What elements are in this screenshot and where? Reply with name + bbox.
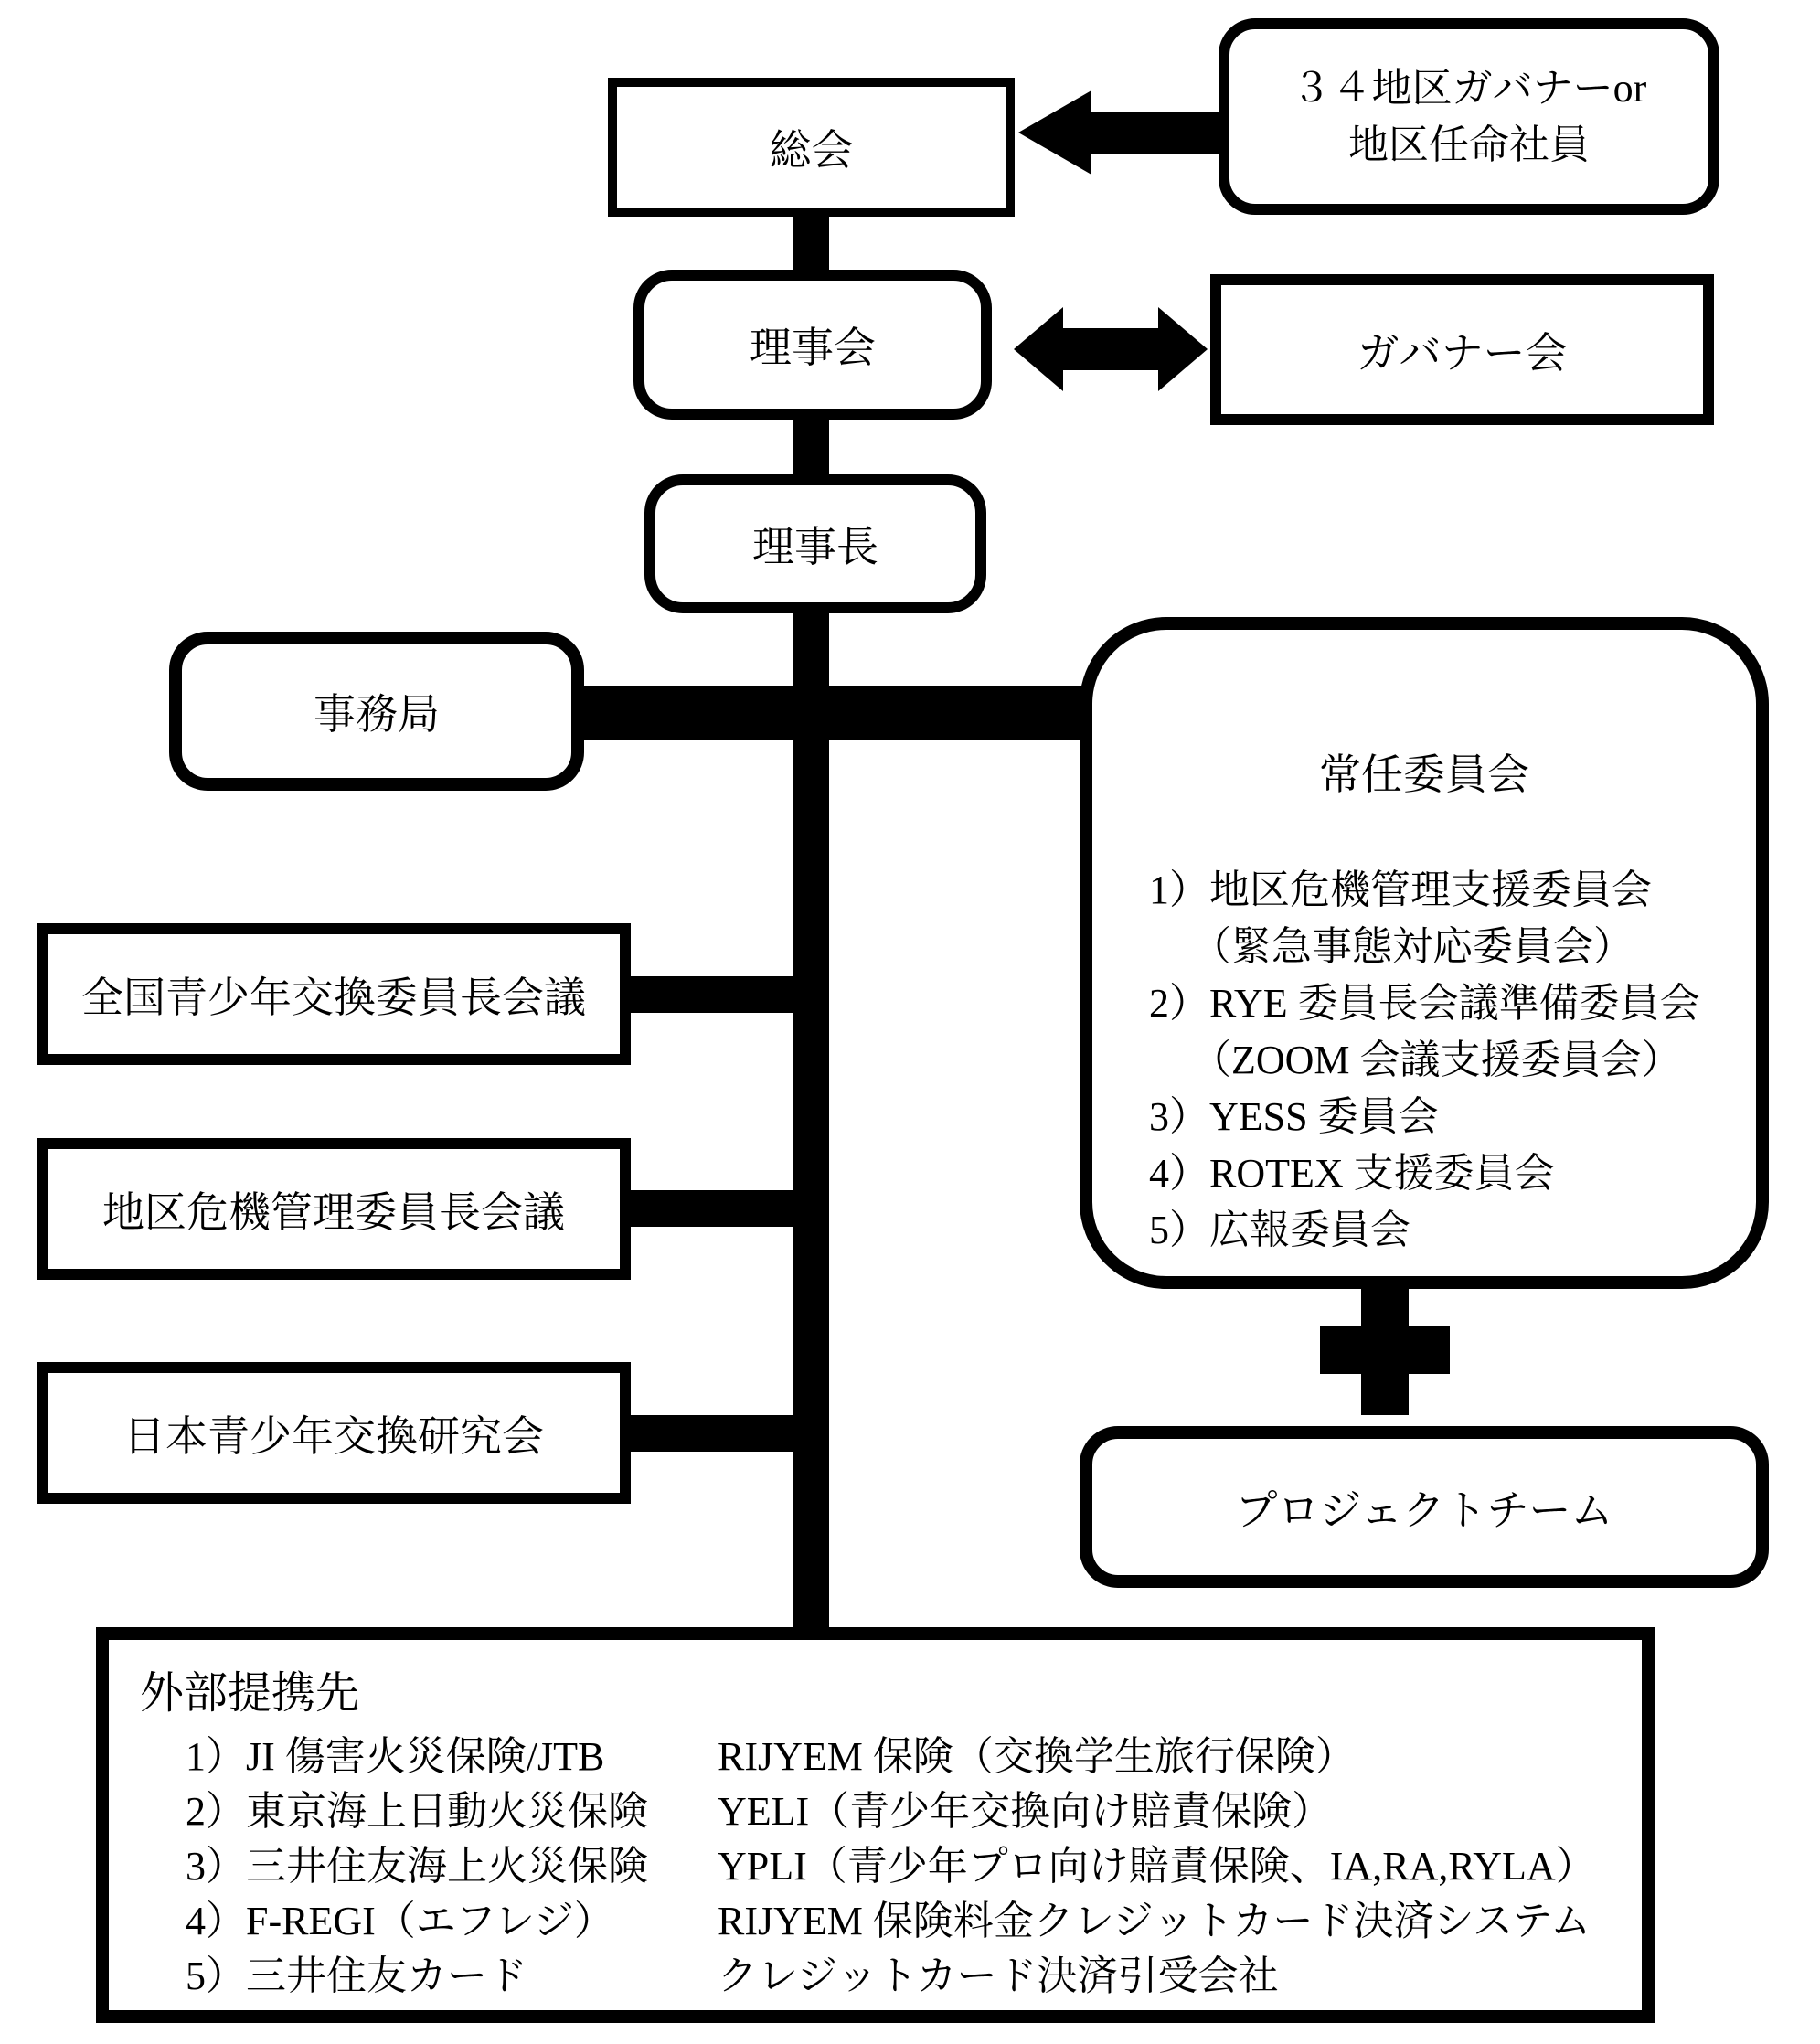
standing-committee-item: 1）地区危機管理支援委員会 bbox=[1149, 868, 1652, 912]
node-japan-youth-exchange-research bbox=[37, 1362, 631, 1504]
double-arrow-right-icon bbox=[1158, 307, 1208, 391]
double-arrow-left-icon bbox=[1014, 307, 1063, 391]
node-general-assembly-label: 総会 bbox=[769, 127, 854, 174]
standing-committee-item: 2）RYE 委員長会議準備委員会 bbox=[1149, 981, 1700, 1026]
partner-service: YELI（青少年交換向け賠責保険） bbox=[718, 1789, 1333, 1834]
node-general-assembly bbox=[608, 78, 1015, 217]
standing-committee-item: 4）ROTEX 支援委員会 bbox=[1149, 1151, 1555, 1196]
connector-secretariat-to-standing bbox=[576, 686, 1083, 740]
node-governor-council-label: ガバナー会 bbox=[1357, 329, 1568, 377]
node-project-team bbox=[1080, 1426, 1769, 1588]
standing-committee-item: 3）YESS 委員会 bbox=[1149, 1094, 1439, 1139]
partner-name: 1）JI 傷害火災保険/JTB bbox=[186, 1734, 605, 1779]
node-chairman-label: 理事長 bbox=[752, 524, 878, 570]
partner-service: クレジットカード決済引受会社 bbox=[718, 1954, 1279, 1998]
double-arrow-shaft bbox=[1061, 328, 1160, 370]
standing-committee-item: （緊急事態対応委員会） bbox=[1191, 924, 1634, 969]
connector-national-youth-exchange bbox=[622, 976, 804, 1013]
node-external-partners bbox=[96, 1627, 1655, 2023]
partner-service: RIJYEM 保険料金クレジットカード決済システム bbox=[718, 1899, 1591, 1943]
plus-icon bbox=[1320, 1326, 1450, 1374]
node-label: 日本青少年交換研究会 bbox=[123, 1412, 544, 1460]
partner-name: 4）F-REGI（エフレジ） bbox=[186, 1899, 614, 1943]
partner-service: RIJYEM 保険（交換学生旅行保険） bbox=[718, 1734, 1356, 1779]
node-board-of-directors-label: 理事会 bbox=[750, 325, 876, 371]
external-partner-row bbox=[186, 1949, 1642, 2004]
node-national-youth-exchange-chairs-meeting bbox=[37, 923, 631, 1065]
external-partner-row bbox=[186, 1784, 1642, 1839]
node-label: 全国青少年交換委員長会議 bbox=[81, 974, 586, 1021]
partner-name: 2）東京海上日動火災保険 bbox=[186, 1789, 648, 1834]
node-label: 地区危機管理委員長会議 bbox=[102, 1188, 565, 1236]
node-district-governors-line2: 地区任命社員 bbox=[1348, 122, 1590, 167]
node-project-team-label: プロジェクトチーム bbox=[1235, 1486, 1613, 1534]
node-secretariat bbox=[169, 632, 584, 791]
standing-committee-title: 常任委員会 bbox=[1319, 751, 1529, 798]
node-district-risk-management-chairs-meeting bbox=[37, 1138, 631, 1280]
partner-name: 5）三井住友カード bbox=[186, 1954, 527, 1998]
standing-committee-list bbox=[1092, 862, 1756, 1259]
node-chairman bbox=[644, 474, 986, 613]
connector-japan-youth-research bbox=[622, 1415, 804, 1452]
node-district-governors-line1: ３４地区ガバナーor bbox=[1291, 65, 1647, 111]
node-board-of-directors bbox=[633, 270, 992, 420]
node-standing-committee bbox=[1080, 617, 1769, 1289]
arrow-left-icon bbox=[1018, 90, 1091, 175]
arrow-shaft bbox=[1090, 112, 1219, 154]
external-partner-row bbox=[186, 1730, 1642, 1784]
external-partner-row bbox=[186, 1894, 1642, 1949]
standing-committee-item: 5）広報委員会 bbox=[1149, 1208, 1410, 1252]
partner-service: YPLI（青少年プロ向け賠責保険、IA,RA,RYLA） bbox=[718, 1844, 1596, 1889]
connector-district-risk bbox=[622, 1190, 804, 1227]
external-partners-title: 外部提携先 bbox=[140, 1669, 360, 1718]
external-partners-list bbox=[186, 1730, 1642, 2004]
node-governor-council bbox=[1210, 274, 1714, 425]
partner-name: 3）三井住友海上火災保険 bbox=[186, 1844, 648, 1889]
node-district-governors bbox=[1219, 18, 1719, 215]
node-secretariat-label: 事務局 bbox=[314, 691, 440, 738]
standing-committee-item: （ZOOM 会議支援委員会） bbox=[1191, 1038, 1682, 1082]
external-partner-row bbox=[186, 1839, 1642, 1894]
